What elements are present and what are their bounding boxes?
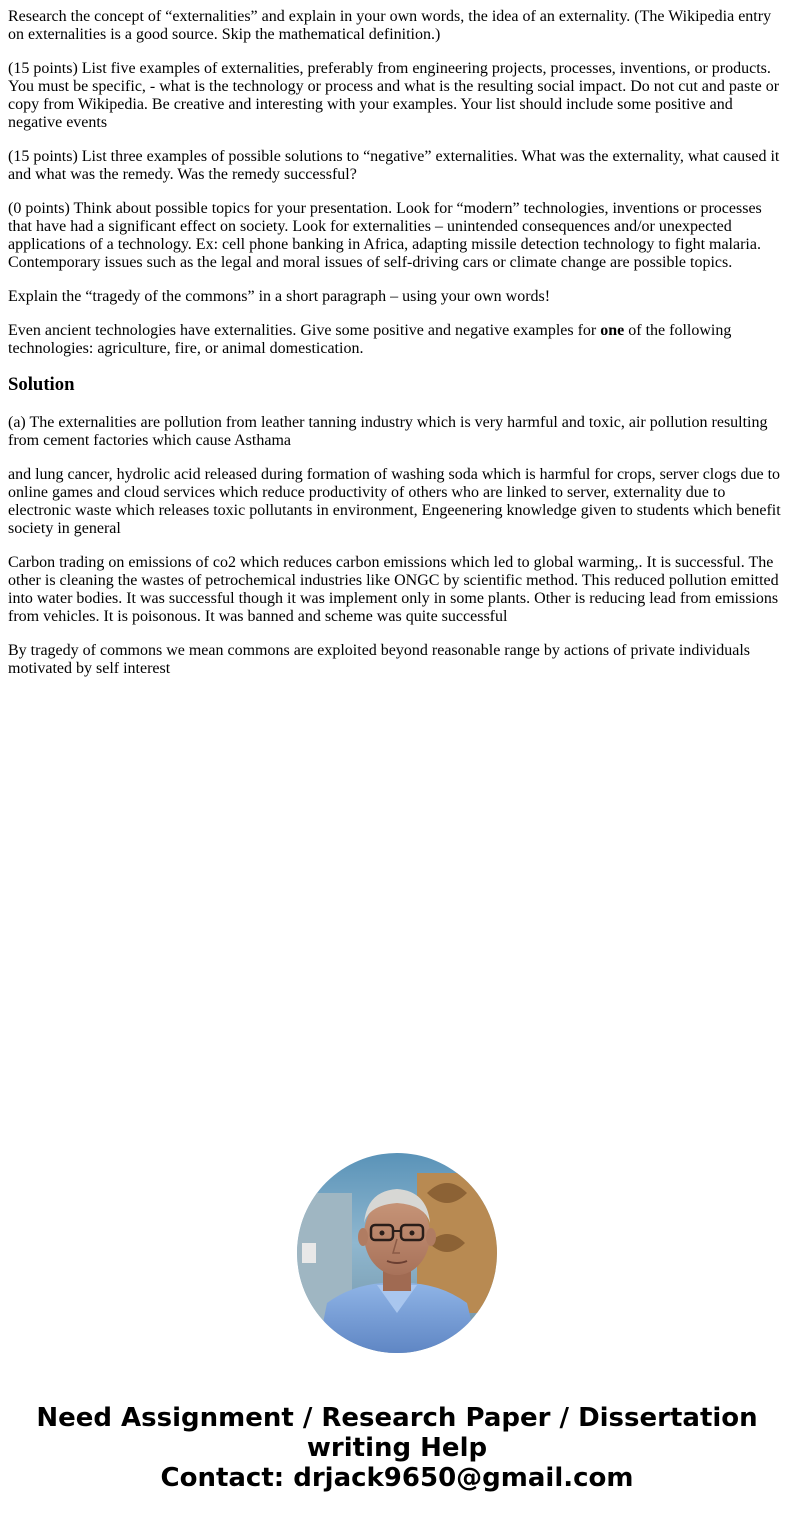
solution-paragraph-4: By tragedy of commons we mean commons are exploited beyond reasonable range by actions of private individuals motivated by self interest: [8, 642, 751, 677]
question-ancient-bold: one: [600, 322, 625, 339]
question-ancient-technologies: [8, 322, 783, 358]
solution-paragraph-1: (a) The externalities are pollution from leather tanning industry which is very harmful and toxic, air pollution resulting from cement factories which cause Asthama: [8, 414, 768, 449]
question-externality-concept: Research the concept of “externalities” and explain in your own words, the idea of an externality. (The Wikipedia entry on externalities is a good source. Skip the mathematical definition.): [8, 8, 772, 43]
help-banner-line-1: Need Assignment / Research Paper / Dissertation writing Help: [36, 1403, 758, 1463]
question-tragedy-commons: Explain the “tragedy of the commons” in a short paragraph – using your own words!: [8, 288, 551, 305]
question-five-examples: (15 points) List five examples of externalities, preferably from engineering projects, processes, inventions, or products. You must be specific, - what is the technology or process and what is the resulting social impact. Do not cut and paste or copy from Wikipedia. Be creative and interesting with your examples. Your list should include some positive and negative events: [8, 60, 780, 131]
help-banner-contact: Contact: drjack9650@gmail.com: [160, 1463, 634, 1493]
help-banner: [0, 1403, 794, 1493]
question-presentation-topics: (0 points) Think about possible topics for your presentation. Look for “modern” technologies, inventions or processes that have had a significant effect on society. Look for externalities – unintended consequences and/or unexpected applications of a technology. Ex: cell phone banking in Africa, adapting missile detection technology to fight malaria. Contemporary issues such as the legal and moral issues of self-driving cars or climate change are possible topics.: [8, 200, 762, 271]
solution-paragraph-2: and lung cancer, hydrolic acid released during formation of washing soda which is harmful for crops, server clogs due to online games and cloud services which reduce productivity of others who are linked to server, externality due to electronic waste which releases toxic pollutants in environment, Engeenering knowledge given to students which benefit society in general: [8, 466, 781, 537]
avatar: [297, 1153, 497, 1353]
solution-paragraph-3: Carbon trading on emissions of co2 which reduces carbon emissions which led to global warming,. It is successful. The other is cleaning the wastes of petrochemical industries like ONGC by scientific method. This reduced pollution emitted into water bodies. It was successful though it was implement only in some plants. Other is reducing lead from emissions from vehicles. It is poisonous. It was banned and scheme was quite successful: [8, 554, 779, 625]
question-ancient-text-start: Even ancient technologies have externalities. Give some positive and negative examples for: [8, 322, 601, 339]
person-portrait-icon: [297, 1153, 497, 1353]
question-ancient-text-end: of the following technologies: agriculture, fire, or animal domestication.: [8, 322, 732, 357]
solution-heading: Solution: [8, 374, 75, 395]
document-body: [8, 8, 783, 694]
question-three-solutions: (15 points) List three examples of possible solutions to “negative” externalities. What was the externality, what caused it and what was the remedy. Was the remedy successful?: [8, 148, 780, 183]
